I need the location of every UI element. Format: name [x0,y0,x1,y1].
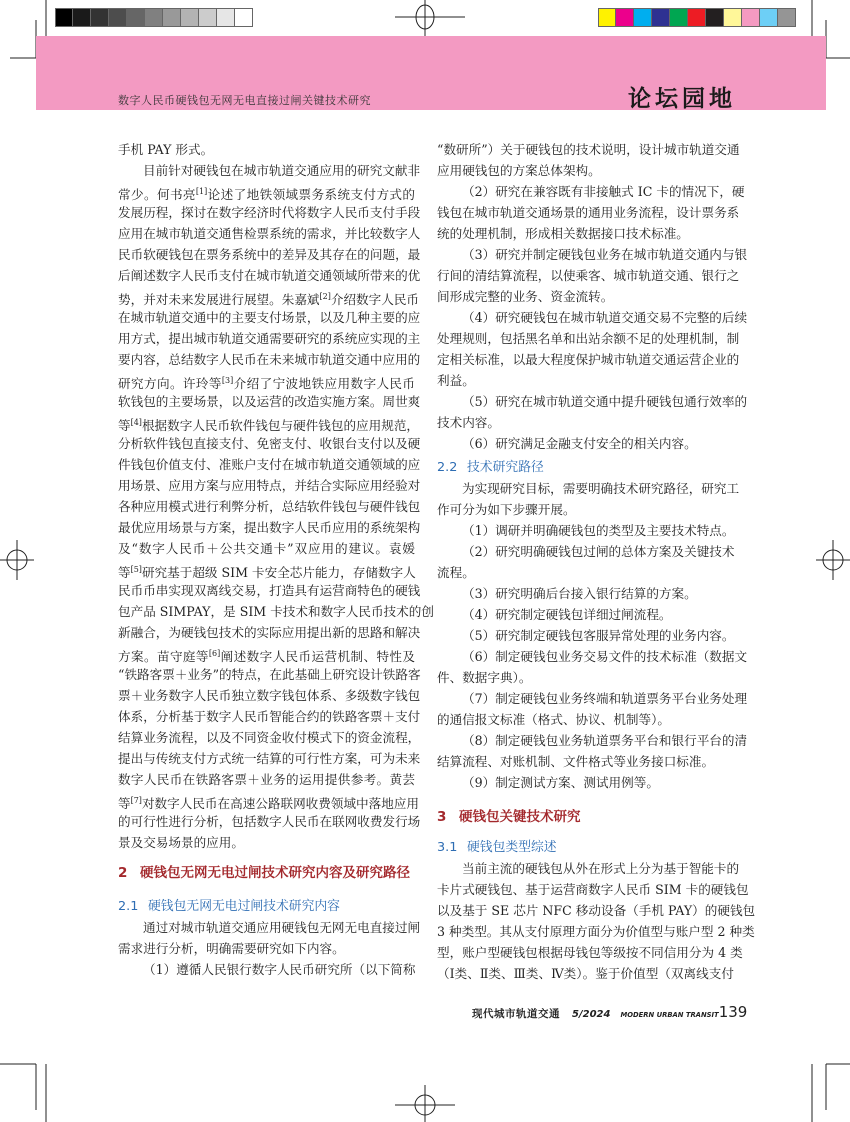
text-line [437,181,745,202]
calibration-swatch [55,8,73,27]
text-line [118,517,421,538]
text-segment: 数字人民币在铁路客票＋业务的运用提供参考。黄芸 [118,772,415,787]
text-line [118,832,415,853]
text-line [437,730,748,751]
text-line [437,942,743,963]
text-segment: 势，并对未来发展进行展望。朱嘉斌 [118,292,320,307]
text-segment: （2）研究明确硬钱包过闸的总体方案及关键技术 [462,544,735,559]
calibration-swatch [598,8,616,27]
text-segment: 方案。苗守庭等 [118,649,209,664]
text-line [437,879,749,900]
text-line [437,499,734,520]
text-line [118,244,421,265]
text-line [118,223,421,244]
subsection-heading [118,896,415,917]
calibration-swatch [652,8,670,27]
text-segment: 通过对城市轨道交通应用硬钱包无网无电直接过闸 [143,920,421,935]
text-segment: 及“数字人民币＋公共交通卡”双应用的建议。袁媛 [118,541,415,556]
text-line [437,286,734,307]
text-segment: （1）遵循人民银行数字人民币研究所（以下简称 [143,962,416,977]
text-segment: 包产品 SIMPAY，是 SIM 卡技术和数字人民币技术的创 [118,604,434,619]
journal-name: 现代城市轨道交通 [472,1008,560,1020]
text-line [437,709,734,730]
text-line [118,685,421,706]
text-segment: 结算业务流程，以及不同资金收付模式下的资金流程， [118,730,421,745]
text-line [437,412,734,433]
text-segment: 作可分为如下步骤开展。 [437,502,576,517]
text-segment: 等 [118,796,131,811]
text-line [118,265,421,286]
text-segment: 论述了地铁领域票务系统支付方式的 [207,187,415,202]
citation-superscript: [4] [130,418,142,427]
text-segment: 件、数据字典）。 [437,670,532,685]
text-line [118,139,415,160]
calibration-swatch [91,8,109,27]
text-segment: 利益。 [437,373,475,388]
left-column [118,139,434,980]
text-segment: 技术内容。 [437,415,500,430]
calibration-swatch [109,8,127,27]
text-segment: 的通信报文标准（格式、协议、机制等）。 [437,712,670,727]
text-line [437,583,734,604]
text-line [437,244,748,265]
citation-superscript: [7] [130,796,142,805]
text-segment: 卡片式硬钱包、基于运营商数字人民币 SIM 卡的硬钱包 [437,882,749,897]
text-segment: 3 种类型。其从支付原理方面分为价值型与账户型 2 种类 [437,924,755,939]
page-number: 139 [718,1003,748,1021]
text-line [118,622,421,643]
running-title: 数字人民币硬钱包无网无电直接过闸关键技术研究 [118,94,371,107]
text-line [118,580,421,601]
text-segment: 为实现研究目标，需要明确技术研究路径，研究工 [462,481,740,496]
color-calibration-bar [598,8,796,27]
text-line [437,858,740,879]
text-line [118,475,421,496]
text-line [118,790,419,811]
text-segment: 目前针对硬钱包在城市轨道交通应用的研究文献非 [143,163,421,178]
text-segment: 民币软硬钱包在票务系统中的差异及其存在的问题，最 [118,247,421,262]
text-line [118,559,415,580]
text-line [118,370,415,391]
text-segment: 后阐述数字人民币支付在城市轨道交通领域所带来的优 [118,268,421,283]
text-line [118,769,415,790]
calibration-swatch [127,8,145,27]
text-segment: 钱包在城市轨道交通场景的通用业务流程，设计票务系 [437,205,740,220]
text-line [118,748,421,769]
text-segment: 发展历程，探讨在数字经济时代将数字人民币支付手段 [118,205,421,220]
text-segment: “数研所”）关于硬钱包的技术说明，设计城市轨道交通 [437,142,740,157]
text-line [118,601,434,622]
text-segment: （7）制定硬钱包业务终端和轨道票务平台业务处理 [462,691,748,706]
text-line [437,370,734,391]
text-line [437,646,748,667]
heading-number: 2.2 [437,460,458,475]
heading-text: 硬钱包无网无电过闸技术研究内容 [148,899,340,914]
text-segment: （3）研究明确后台接入银行结算的方案。 [462,586,697,601]
text-line [118,454,421,475]
text-line [437,541,734,562]
text-segment: （2）研究在兼容既有非接触式 IC 卡的情况下，硬 [462,184,745,199]
text-segment: 流程。 [437,565,475,580]
text-line [437,751,734,772]
text-line [118,496,421,517]
text-line [437,223,734,244]
grayscale-calibration-bar [55,8,253,27]
text-segment: 分析软件钱包直接支付、免密支付、收银台支付以及硬 [118,436,421,451]
citation-superscript: [6] [208,649,221,658]
text-segment: 体系，分析基于数字人民币智能合约的铁路客票＋支付 [118,709,421,724]
text-segment: 定相关标准，以最大程度保护城市轨道交通运营企业的 [437,352,740,367]
calibration-swatch [742,8,760,27]
text-segment: 当前主流的硬钱包从外在形式上分为基于智能卡的 [462,861,740,876]
text-line [118,664,421,685]
heading-text: 硬钱包关键技术研究 [459,809,581,825]
text-line [437,160,734,181]
calibration-swatch [181,8,199,27]
heading-text: 硬钱包类型综述 [467,840,557,855]
text-segment: 件钱包价值支付、准账户支付在城市轨道交通领域的应 [118,457,421,472]
subsection-heading [437,457,734,478]
calibration-swatch [616,8,634,27]
text-segment: 应用硬钱包的方案总体架构。 [437,163,601,178]
text-segment: 对数字人民币在高速公路联网收费领域中落地应用 [141,796,419,811]
issue-number: 5/2024 [572,1009,611,1020]
calibration-swatch [724,8,742,27]
text-segment: 研究方向。许玲等 [118,376,222,391]
calibration-swatch [235,8,253,27]
heading-number: 2.1 [118,899,139,914]
text-line [437,433,734,454]
text-segment: （4）研究硬钱包在城市轨道交通交易不完整的后续 [462,310,748,325]
text-segment: 等 [118,418,131,433]
text-segment: 要内容，总结数字人民币在未来城市轨道交通中应用的 [118,352,421,367]
text-line [437,562,734,583]
text-segment: （3）研究并制定硬钱包业务在城市轨道交通内与银 [462,247,748,262]
text-line [437,478,740,499]
calibration-swatch [217,8,235,27]
text-segment: （6）研究满足金融支付安全的相关内容。 [462,436,697,451]
text-line [118,328,421,349]
text-line [118,938,415,959]
text-line [437,391,748,412]
text-line [437,772,734,793]
text-segment: 在城市轨道交通中的主要支付场景，以及几种主要的应 [118,310,421,325]
text-line [118,811,421,832]
text-line [437,604,734,625]
text-segment: 间形成完整的业务、资金流转。 [437,289,614,304]
text-segment: （1）调研并明确硬钱包的类型及主要技术特点。 [462,523,735,538]
text-line [437,202,740,223]
text-segment: 统的处理机制，形成相关数据接口技术标准。 [437,226,689,241]
text-line [437,921,755,942]
text-line [118,727,421,748]
text-segment: （5）研究制定硬钱包客服异常处理的业务内容。 [462,628,735,643]
calibration-swatch [199,8,217,27]
text-line [437,625,734,646]
text-line [437,520,734,541]
text-segment: 研究基于超级 SIM 卡安全芯片能力，存储数字人 [141,565,416,580]
calibration-swatch [670,8,688,27]
page-footer [472,1003,748,1023]
text-line [437,139,740,160]
text-segment: 根据数字人民币软件钱包与硬件钱包的应用规范， [141,418,419,433]
text-segment: 行间的清结算流程，以使乘客、城市轨道交通、银行之 [437,268,740,283]
journal-name-en: MODERN URBAN TRANSIT [620,1011,719,1019]
text-line [118,202,421,223]
text-segment: 结算流程、对账机制、文件格式等业务接口标准。 [437,754,715,769]
text-line [118,538,415,559]
text-segment: 应用在城市轨道交通售检票系统的需求，并比较数字人 [118,226,421,241]
text-line [118,643,415,664]
text-segment: 用场景、应用方案与应用特点，并结合实际应用经验对 [118,478,421,493]
text-segment: 介绍数字人民币 [330,292,419,307]
text-segment: （8）制定硬钱包业务轨道票务平台和银行平台的清 [462,733,748,748]
calibration-swatch [634,8,652,27]
text-segment: 民币币串实现双离线交易，打造具有运营商特色的硬钱 [118,583,421,598]
heading-number: 2 [118,865,128,881]
text-segment: 以及基于 SE 芯片 NFC 移动设备（手机 PAY）的硬钱包 [437,903,756,918]
text-segment: 的可行性进行分析，包括数字人民币在联网收费发行场 [118,814,421,829]
heading-text: 硬钱包无网无电过闸技术研究内容及研究路径 [140,865,410,881]
text-segment: 介绍了宁波地铁应用数字人民币 [233,376,415,391]
text-segment: “铁路客票＋业务”的特点，在此基础上研究设计铁路客 [118,667,421,682]
text-line [437,307,748,328]
text-segment: 提出与传统支付方式统一结算的可行性方案，可为未来 [118,751,421,766]
text-line [118,917,421,938]
text-line [118,706,421,727]
text-line [118,412,419,433]
text-segment: （6）制定硬钱包业务交易文件的技术标准（数据文 [462,649,748,664]
calibration-swatch [73,8,91,27]
text-line [118,307,421,328]
text-segment: 处理规则，包括黑名单和出站余额不足的处理机制，制 [437,331,740,346]
citation-superscript: [1] [195,187,208,196]
text-segment: 等 [118,565,131,580]
calibration-swatch [778,8,796,27]
text-segment: 各种应用模式进行利弊分析，总结软件钱包与硬件钱包 [118,499,421,514]
heading-number: 3 [437,809,447,825]
text-line [118,391,421,412]
text-segment: 常少。何书亮 [118,187,196,202]
text-line [437,688,748,709]
heading-text: 技术研究路径 [467,460,544,475]
text-segment: 用方式，提出城市轨道交通需要研究的系统应实现的主 [118,331,421,346]
text-segment: 手机 PAY 形式。 [118,142,214,157]
text-segment: 最优应用场景与方案，提出数字人民币应用的系统架构 [118,520,421,535]
text-segment: 软钱包的主要场景，以及运营的改造实施方案。周世爽 [118,394,421,409]
text-line [118,959,415,980]
text-line [437,667,734,688]
text-line [437,265,740,286]
text-line [118,433,421,454]
text-segment: 景及交易场景的应用。 [118,835,244,850]
text-segment: （9）制定测试方案、测试用例等。 [462,775,659,790]
text-line [118,286,419,307]
text-segment: （4）研究制定硬钱包详细过闸流程。 [462,607,672,622]
section-heading [437,807,734,828]
section-heading [118,863,415,884]
text-segment: 型，账户型硬钱包根据母钱包等级按不同信用分为 4 类 [437,945,743,960]
calibration-swatch [145,8,163,27]
right-column [437,139,756,984]
text-segment: 新融合，为硬钱包技术的实际应用提出新的思路和解决 [118,625,421,640]
text-segment: 需求进行分析，明确需要研究如下内容。 [118,941,345,956]
heading-number: 3.1 [437,840,458,855]
calibration-swatch [760,8,778,27]
calibration-swatch [688,8,706,27]
text-segment: （5）研究在城市轨道交通中提升硬钱包通行效率的 [462,394,748,409]
text-line [118,349,421,370]
section-name: 论坛园地 [628,85,736,112]
text-segment: 票＋业务数字人民币独立数字钱包体系、多级数字钱包 [118,688,421,703]
text-line [437,900,756,921]
calibration-swatch [706,8,724,27]
text-line [118,181,415,202]
subsection-heading [437,837,734,858]
text-segment: 阐述数字人民币运营机制、特性及 [220,649,415,664]
text-line [437,349,740,370]
text-line [437,328,740,349]
citation-superscript: [5] [130,565,142,574]
citation-superscript: [2] [319,292,331,301]
citation-superscript: [3] [221,376,234,385]
text-segment: （Ⅰ类、Ⅱ类、Ⅲ类、Ⅳ类）。鉴于价值型（双离线支付 [437,966,734,981]
text-line [118,160,421,181]
calibration-swatch [163,8,181,27]
text-line [437,963,734,984]
